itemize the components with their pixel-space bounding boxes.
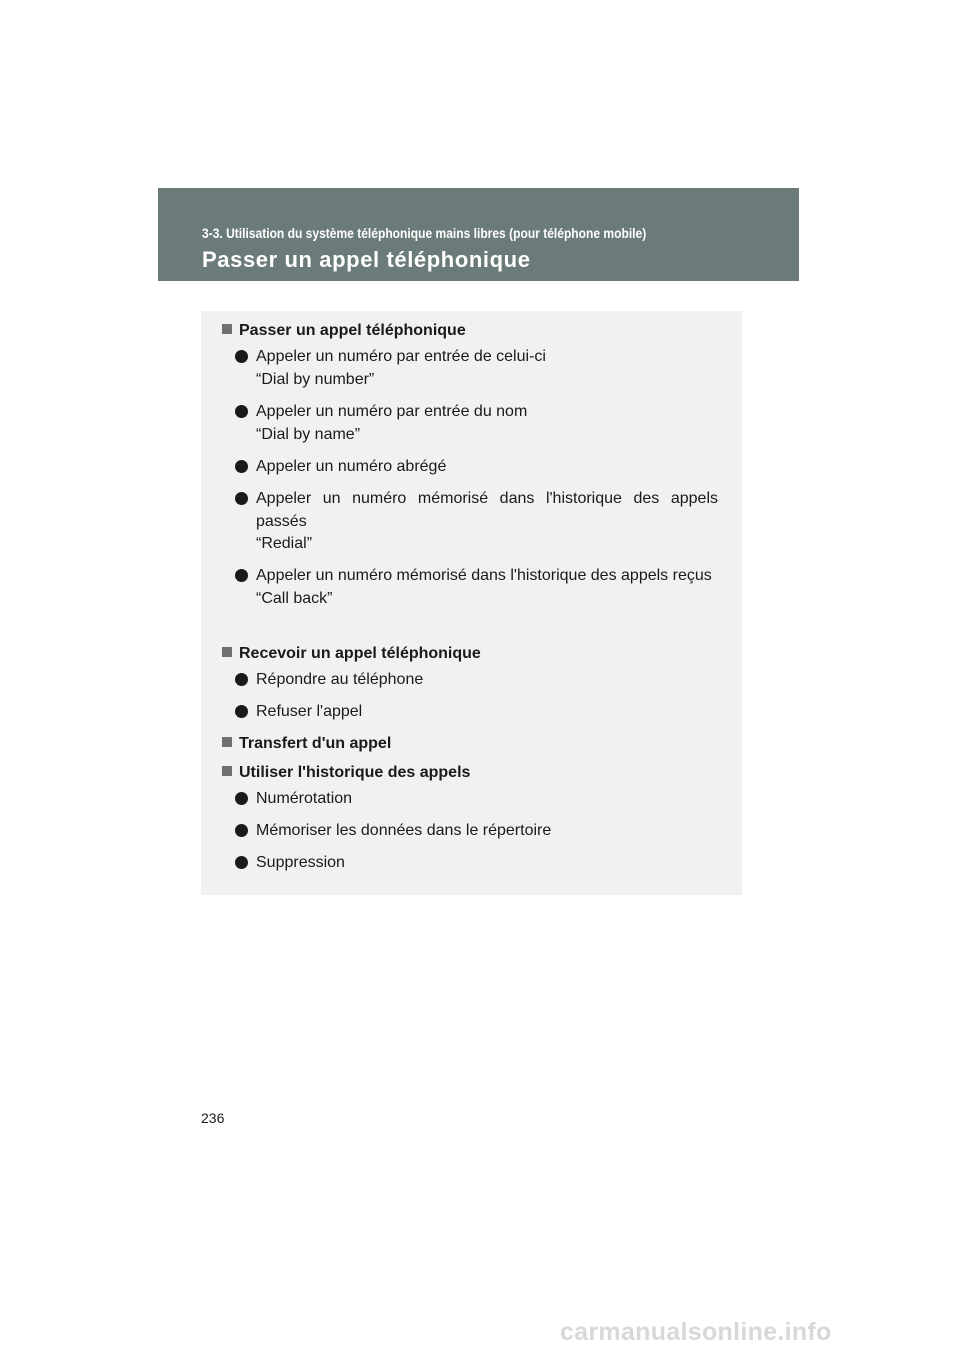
square-bullet-icon (222, 324, 232, 334)
topic-transfert-appel (222, 733, 391, 755)
item-text: Appeler un numéro mémorisé dans l'historique des appels passés (256, 490, 718, 530)
list-item (235, 456, 718, 479)
list-item (235, 565, 718, 610)
square-bullet-icon (222, 737, 232, 747)
topic-label: Recevoir un appel téléphonique (239, 645, 481, 662)
list-item (235, 788, 718, 811)
topic-passer-appel (222, 320, 466, 342)
topic-recevoir-appel (222, 643, 481, 665)
item-text: Appeler un numéro mémorisé dans l'historique des appels reçus (256, 567, 712, 584)
square-bullet-icon (222, 766, 232, 776)
watermark: carmanualsonline.info (560, 1318, 832, 1346)
bullet-icon (235, 792, 248, 805)
bullet-icon (235, 824, 248, 837)
topic-historique-appels (222, 762, 470, 784)
section-label: 3-3. Utilisation du système téléphonique mains libres (pour téléphone mobile) (202, 225, 647, 241)
item-text: Numérotation (256, 790, 353, 807)
bullet-icon (235, 492, 248, 505)
page-number: 236 (201, 1110, 225, 1126)
bullet-icon (235, 856, 248, 869)
list-item (235, 669, 718, 692)
item-command: “Dial by name” (256, 425, 361, 443)
list-item (235, 488, 718, 556)
item-command: “Redial” (256, 535, 313, 552)
bullet-icon (235, 350, 248, 363)
bullet-icon (235, 673, 248, 686)
item-command: “Dial by number” (256, 370, 375, 388)
bullet-icon (235, 569, 248, 582)
item-text: Appeler un numéro par entrée du nom (256, 403, 528, 420)
summary-box (201, 311, 742, 895)
square-bullet-icon (222, 647, 232, 657)
item-text: Mémoriser les données dans le répertoire (256, 822, 552, 839)
item-text: Répondre au téléphone (256, 671, 424, 688)
topic-label: Utiliser l'historique des appels (239, 764, 471, 781)
item-text: Refuser l'appel (256, 703, 363, 720)
bullet-icon (235, 405, 248, 418)
list-item (235, 401, 718, 446)
list-item (235, 820, 718, 843)
chapter-header (158, 188, 799, 281)
item-text: Suppression (256, 854, 345, 871)
list-item (235, 852, 718, 875)
topic-label: Passer un appel téléphonique (239, 322, 466, 339)
list-item (235, 701, 718, 724)
list-item (235, 346, 718, 391)
bullet-icon (235, 460, 248, 473)
bullet-icon (235, 705, 248, 718)
item-command: “Call back” (256, 589, 333, 607)
page-title: Passer un appel téléphonique (202, 247, 531, 272)
item-text: Appeler un numéro abrégé (256, 458, 447, 475)
topic-label: Transfert d'un appel (239, 735, 392, 752)
item-text: Appeler un numéro par entrée de celui-ci (256, 348, 546, 365)
